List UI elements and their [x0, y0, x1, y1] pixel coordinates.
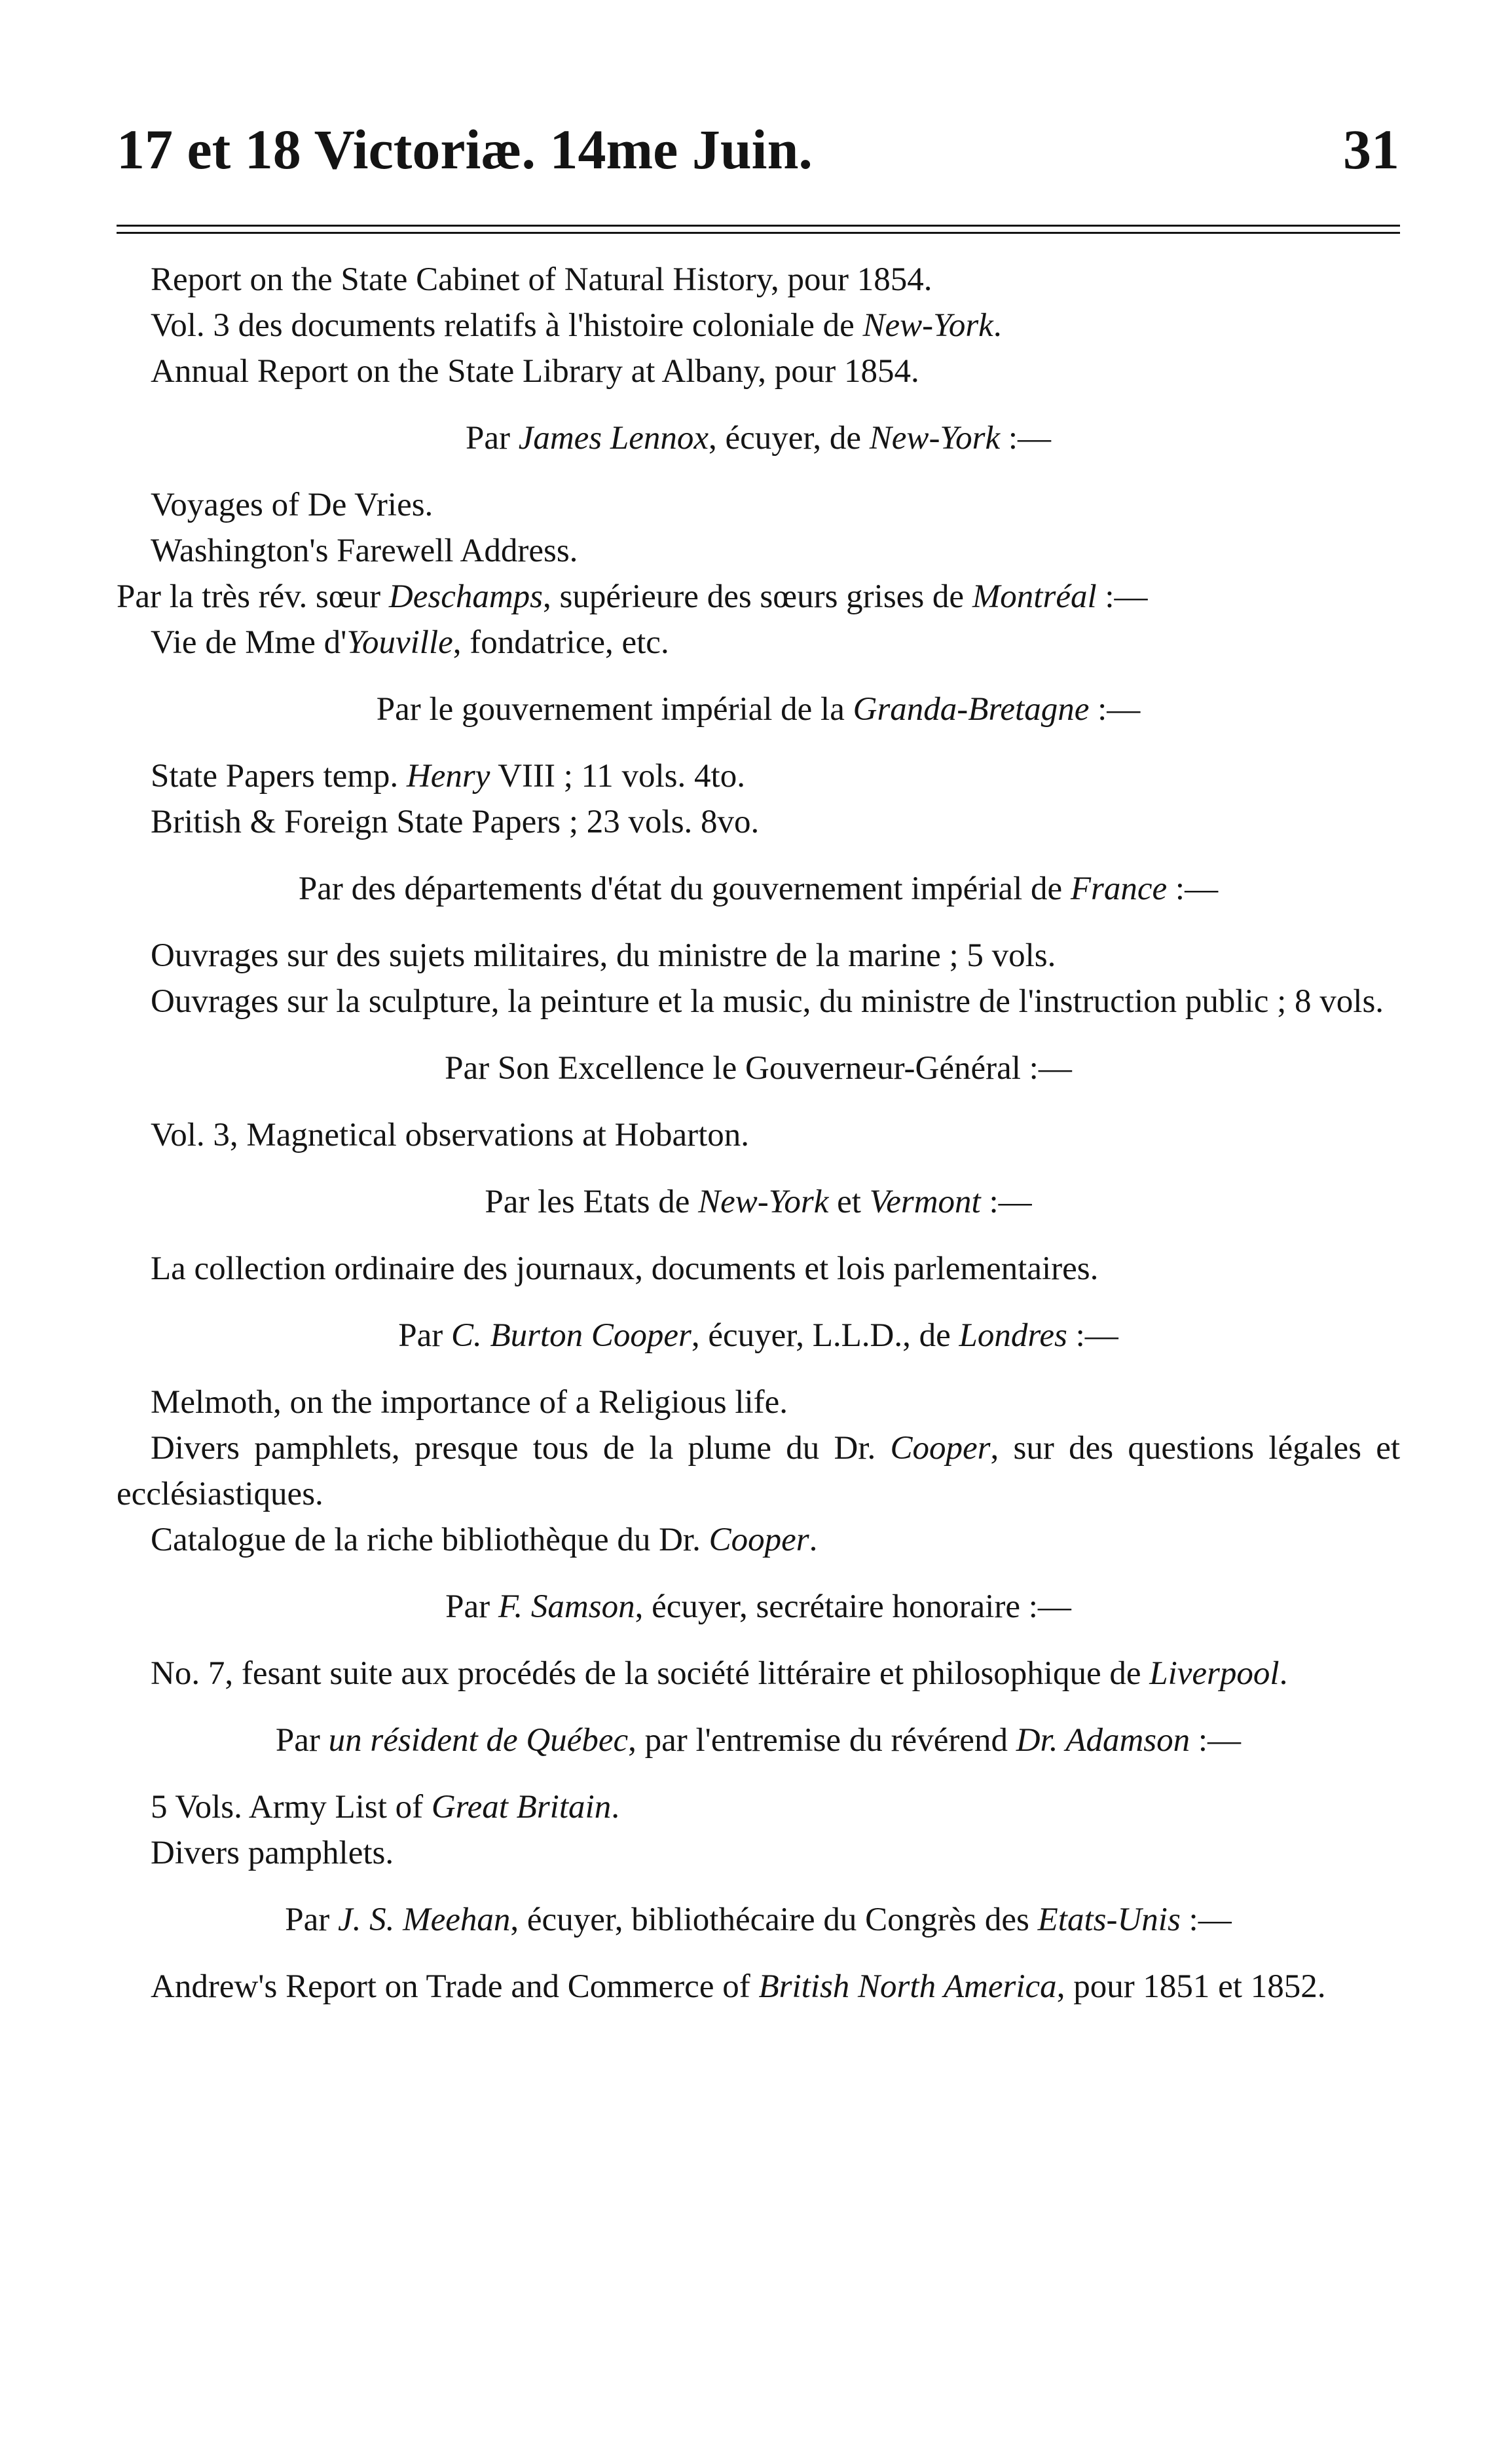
entry: Vol. 3, Magnetical observations at Hobarton.: [151, 1117, 750, 1153]
entry: Ouvrages sur des sujets militaires, du ministre de la marine ; 5 vols.: [151, 937, 1056, 974]
entry: Divers pamphlets.: [151, 1835, 394, 1871]
donor-heading: Par le gouvernement impérial de la Granda-Bretagne :—: [376, 691, 1141, 728]
donor-heading: Par des départements d'état du gouvernement impérial de France :—: [298, 871, 1219, 907]
entry: Voyages of De Vries.: [151, 487, 433, 523]
entry: Washington's Farewell Address.: [151, 533, 578, 569]
donor-heading: Par F. Samson, écuyer, secrétaire honoraire :—: [445, 1588, 1071, 1625]
entry: Divers pamphlets, presque tous de la plume du Dr. Cooper, sur des questions légales et ecclésiastiques.: [117, 1430, 1400, 1512]
entry: No. 7, fesant suite aux procédés de la société littéraire et philosophique de Liverpool.: [151, 1655, 1288, 1692]
entry: Catalogue de la riche bibliothèque du Dr. Cooper.: [151, 1522, 818, 1558]
header-date: 14me Juin.: [549, 118, 813, 181]
entry: Report on the State Cabinet of Natural History, pour 1854.: [151, 261, 932, 298]
donor-heading: Par un résident de Québec, par l'entremise du révérend Dr. Adamson :—: [275, 1722, 1242, 1759]
donor-heading: Par Son Excellence le Gouverneur-Général :—: [445, 1050, 1072, 1087]
running-header: [0, 117, 1512, 189]
entry: Annual Report on the State Library at Albany, pour 1854.: [151, 353, 919, 390]
donor-heading: Par C. Burton Cooper, écuyer, L.L.D., de Londres :—: [398, 1317, 1118, 1354]
entry: Melmoth, on the importance of a Religious life.: [151, 1384, 788, 1421]
entry: 5 Vols. Army List of Great Britain.: [151, 1789, 619, 1826]
entry: La collection ordinaire des journaux, documents et lois parlementaires.: [151, 1250, 1099, 1287]
entry: Andrew's Report on Trade and Commerce of British North America, pour 1851 et 1852.: [151, 1968, 1326, 2005]
header-double-rule: [117, 225, 1400, 234]
donor-heading: Par la très rév. sœur Deschamps, supérieure des sœurs grises de Montréal :—: [117, 578, 1148, 615]
entry: Vie de Mme d'Youville, fondatrice, etc.: [151, 624, 669, 661]
donor-heading: Par James Lennox, écuyer, de New-York :—: [465, 420, 1052, 457]
entry: State Papers temp. Henry VIII ; 11 vols. 4to.: [151, 758, 745, 795]
entry: Vol. 3 des documents relatifs à l'histoire coloniale de New-York.: [151, 307, 1002, 344]
page-number: 31: [1343, 118, 1399, 181]
entry: British & Foreign State Papers ; 23 vols. 8vo.: [151, 804, 760, 840]
header-session: 17 et 18 Victoriæ. 14me Juin.: [117, 118, 813, 181]
donations-list: [117, 257, 1400, 2010]
entry: Ouvrages sur la sculpture, la peinture et la music, du ministre de l'instruction public ; 8 vols.: [151, 983, 1384, 1020]
donor-heading: Par les Etats de New-York et Vermont :—: [485, 1184, 1032, 1220]
donor-heading: Par J. S. Meehan, écuyer, bibliothécaire du Congrès des Etats-Unis :—: [285, 1901, 1232, 1938]
